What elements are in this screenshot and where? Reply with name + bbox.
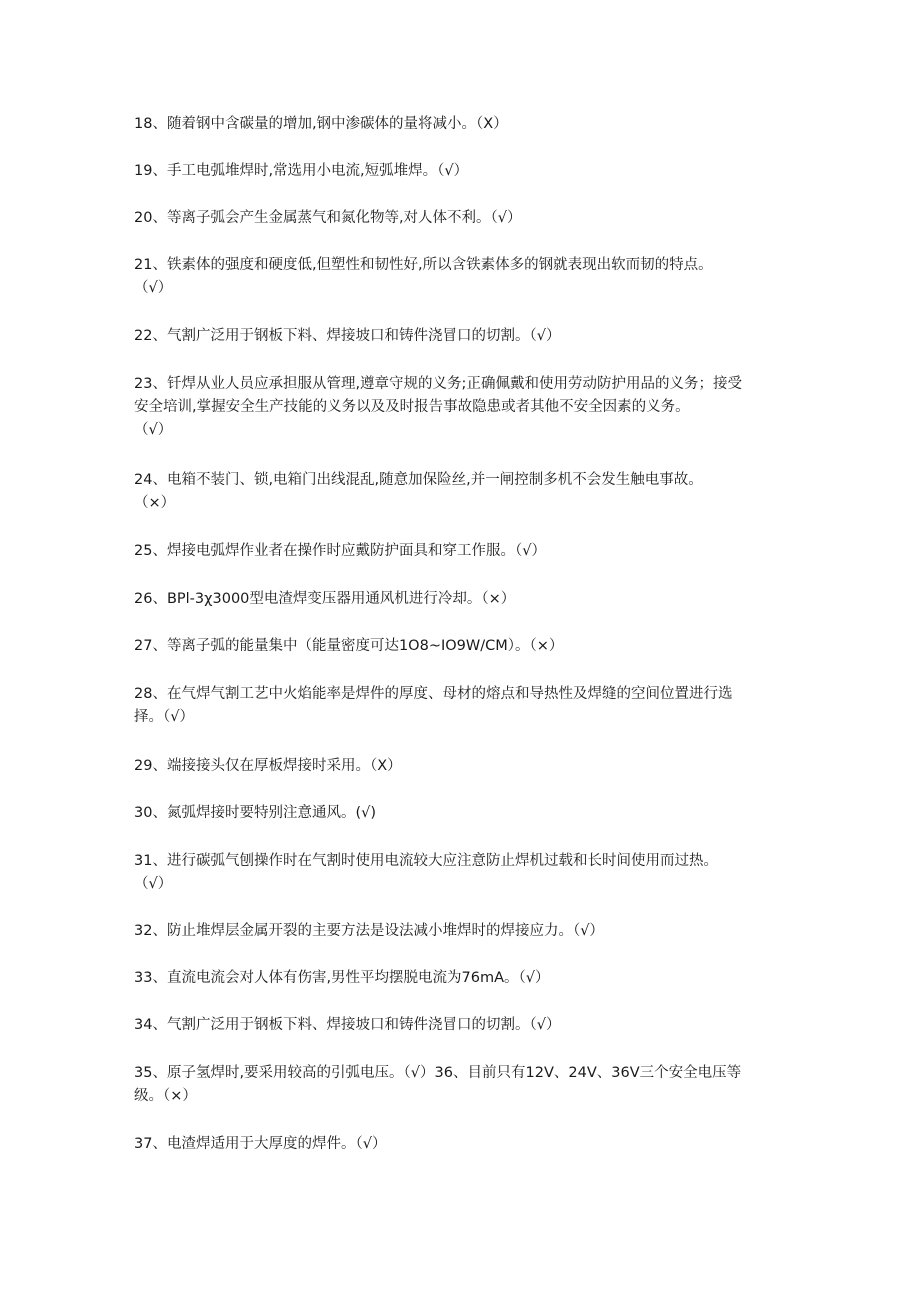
question-33 — [134, 967, 784, 990]
question-line: 29、端接接头仅在厚板焊接时采用。（X） — [134, 758, 402, 774]
question-line: 33、直流电流会对人体有伤害,男性平均摆脱电流为76mA。（√） — [134, 970, 550, 986]
question-line: 择。（√） — [134, 709, 194, 725]
question-28 — [134, 683, 784, 729]
question-line: 21、铁素体的强度和硬度低,但塑性和韧性好,所以含铁素体多的钢就表现出软而韧的特点。 — [134, 257, 713, 273]
question-line: 18、随着钢中含碳量的增加,钢中渗碳体的量将减小。（X） — [134, 116, 508, 132]
question-line: 23、钎焊从业人员应承担服从管理,遵章守规的义务;正确佩戴和使用劳动防护用品的义务；接受 — [134, 376, 742, 392]
question-26 — [134, 588, 784, 611]
question-answer: （√） — [134, 280, 173, 296]
question-line: 34、气割广泛用于钢板下料、焊接坡口和铸件浇冒口的切割。（√） — [134, 1017, 561, 1033]
question-line: 19、手工电弧堆焊时,常选用小电流,短弧堆焊。（√） — [134, 163, 469, 179]
question-19 — [134, 160, 784, 183]
question-32 — [134, 920, 784, 943]
question-line: 26、BPl-3χ3000型电渣焊变压器用通风机进行冷却。（×） — [134, 591, 516, 607]
question-24 — [134, 469, 784, 515]
question-line: 27、等离子弧的能量集中（能量密度可达1O8~IO9W/CM）。（×） — [134, 638, 564, 654]
question-line: 35、原子氢焊时,要采用较高的引弧电压。（√）36、目前只有12V、24V、36V三个安全电压等 — [134, 1065, 742, 1081]
question-18 — [134, 113, 784, 136]
question-line: 22、气割广泛用于钢板下料、焊接坡口和铸件浇冒口的切割。（√） — [134, 328, 561, 344]
question-21 — [134, 254, 784, 300]
question-37 — [134, 1133, 784, 1156]
question-25 — [134, 540, 784, 563]
question-line: 37、电渣焊适用于大厚度的焊件。（√） — [134, 1136, 387, 1152]
question-line: 25、焊接电弧焊作业者在操作时应戴防护面具和穿工作服。（√） — [134, 543, 546, 559]
question-31 — [134, 850, 784, 896]
question-22 — [134, 325, 784, 348]
question-30 — [134, 802, 784, 825]
question-29 — [134, 755, 784, 778]
question-20 — [134, 207, 784, 230]
question-answer: （√） — [134, 876, 173, 892]
question-line: 28、在气焊气割工艺中火焰能率是焊件的厚度、母材的熔点和导热性及焊缝的空间位置进行选 — [134, 686, 733, 702]
question-line: 安全培训,掌握安全生产技能的义务以及及时报告事故隐患或者其他不安全因素的义务。 — [134, 399, 690, 415]
question-line: 31、进行碳弧气刨操作时在气割时使用电流较大应注意防止焊机过载和长时间使用而过热。 — [134, 853, 718, 869]
question-line: 级。（×） — [134, 1088, 197, 1104]
question-answer: （√） — [134, 422, 173, 438]
question-35-36 — [134, 1062, 784, 1108]
question-line: 24、电箱不装门、锁,电箱门出线混乱,随意加保险丝,并一闸控制多机不会发生触电事故。 — [134, 472, 703, 488]
question-line: 32、防止堆焊层金属开裂的主要方法是设法减小堆焊时的焊接应力。（√） — [134, 923, 604, 939]
question-23 — [134, 373, 784, 442]
question-27 — [134, 635, 784, 658]
question-answer: （×） — [134, 495, 176, 511]
question-line: 30、氮弧焊接时要特别注意通风。(√) — [134, 805, 377, 821]
question-34 — [134, 1014, 784, 1037]
question-line: 20、等离子弧会产生金属蒸气和氮化物等,对人体不利。（√） — [134, 210, 522, 226]
